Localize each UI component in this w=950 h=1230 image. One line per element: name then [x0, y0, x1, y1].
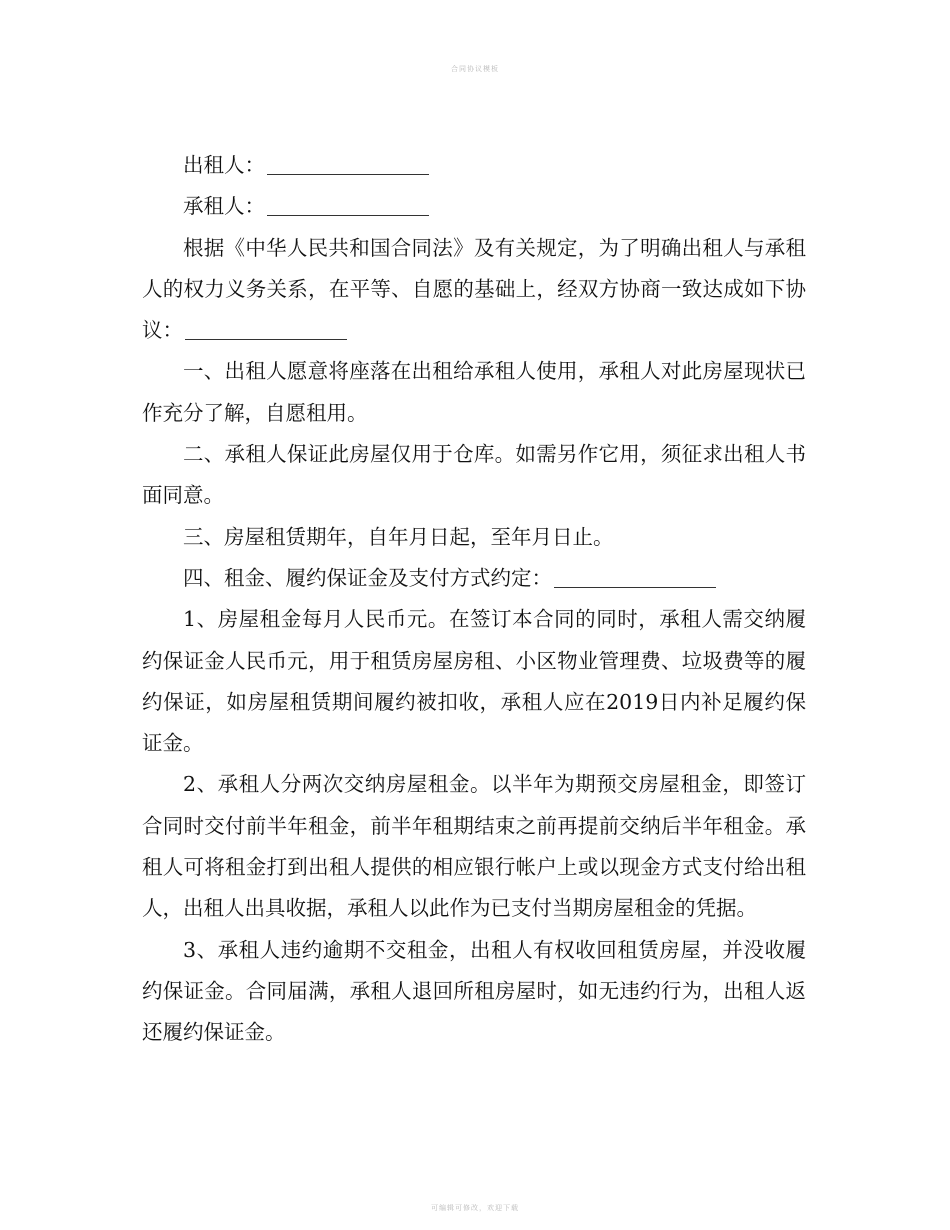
- payment-item-2: 2、承租人分两次交纳房屋租金。以半年为期预交房屋租金，即签订合同时交付前半年租金，前半年租期结束之前再提前交纳后半年租金。承租人可将租金打到出租人提供的相应银行帐户上或以现金方式支付给出租人，出租人出具收据，承租人以此作为已支付当期房屋租金的凭据。: [142, 772, 806, 921]
- lessee-line: [142, 186, 806, 227]
- lessee-label: 承租人：: [183, 194, 265, 219]
- clause-4-text: 四、租金、履约保证金及支付方式约定：: [183, 565, 552, 590]
- clause-2: 二、承租人保证此房屋仅用于仓库。如需另作它用，须征求出租人书面同意。: [142, 442, 806, 508]
- preamble-paragraph: [142, 228, 806, 352]
- clause-4: [142, 558, 806, 599]
- page-footer-watermark: 可编辑可修改，欢迎下载: [431, 1204, 519, 1212]
- agreement-blank-field: [185, 317, 347, 340]
- lessor-blank-field: [267, 152, 429, 175]
- page-header-watermark: 合同协议模板: [451, 65, 499, 73]
- clause-3: 三、房屋租赁期年，自年月日起，至年月日止。: [183, 524, 614, 549]
- contract-body: [142, 145, 806, 1054]
- preamble-text: 根据《中华人民共和国合同法》及有关规定，为了明确出租人与承租人的权力义务关系，在平等、自愿的基础上，经双方协商一致达成如下协议：: [142, 235, 806, 343]
- lessor-line: [142, 145, 806, 186]
- lessee-blank-field: [267, 193, 429, 216]
- lessor-label: 出租人：: [183, 153, 265, 177]
- payment-item-3: 3、承租人违约逾期不交租金，出租人有权收回租赁房屋，并没收履约保证金。合同届满，承租人退回所租房屋时，如无违约行为，出租人返还履约保证金。: [142, 937, 806, 1045]
- payment-item-1: 1、房屋租金每月人民币元。在签订本合同的同时，承租人需交纳履约保证金人民币元，用于租赁房屋房租、小区物业管理费、垃圾费等的履约保证，如房屋租赁期间履约被扣收，承租人应在2019日内补足履约保证金。: [142, 607, 806, 756]
- clause-1: 一、出租人愿意将座落在出租给承租人使用，承租人对此房屋现状已作充分了解，自愿租用。: [142, 359, 806, 425]
- payment-blank-field: [554, 565, 716, 588]
